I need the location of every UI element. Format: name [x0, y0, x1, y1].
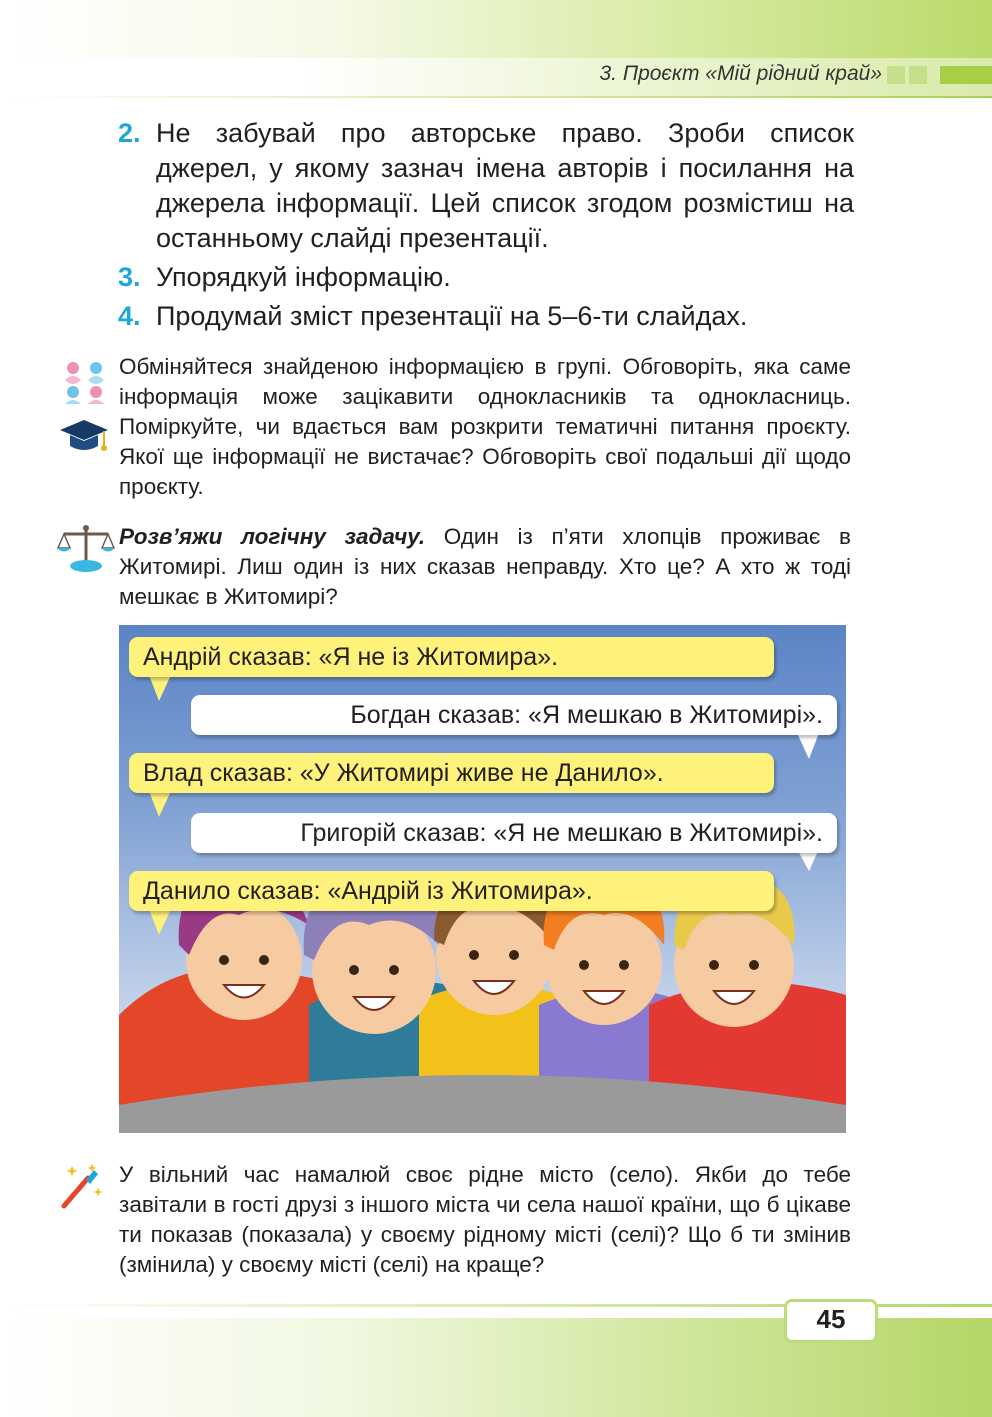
step-text: Продумай зміст презентації на 5–6-ти слайдах. [156, 301, 748, 331]
speech-bubble-bohdan: Богдан сказав: «Я мешкаю в Житомирі». [191, 695, 837, 735]
running-head: 3. Проєкт «Мій рідний край» [599, 62, 882, 85]
bubble-tail [149, 675, 171, 701]
step-number: 2. [118, 118, 141, 148]
page-number: 45 [816, 1304, 846, 1334]
speech-bubble-danylo: Данило сказав: «Андрій із Житомира». [129, 871, 774, 911]
step-item [118, 260, 854, 295]
step-number: 3. [118, 262, 141, 292]
group-task-paragraph: Обміняйтеся знайденою інформацією в групі. Обговоріть, яка саме інформація може зацікавити однокласників та однокласниць. Поміркуйте, чи вдається вам розкрити тематичні питання проєкту. Якої ще інформації не вистачає? Обговоріть свої подальші дії щодо проєкту. [119, 354, 851, 499]
logic-task-paragraph [119, 522, 851, 612]
header-squares-decor [887, 66, 927, 84]
speech-bubble-hryhoriy: Григорій сказав: «Я не мешкаю в Житомирі». [191, 813, 837, 853]
logic-task-text: Один із п’яти хлопців проживає в Житомирі. Лиш один із них сказав неправду. Хто це? А хто ж тоді мешкає в Житомирі? [119, 524, 851, 609]
drawing-task-paragraph: У вільний час намалюй своє рідне місто (село). Якби до тебе завітали в гості друзі з іншого міста чи села нашої країни, що б цікаве ти показав (показала) у своєму рідному місті (селі)? Що б ти змінив (змінила) у своєму місті (селі) на краще? [119, 1162, 851, 1277]
header-bar-decor [940, 66, 992, 84]
paintbrush-icon [58, 1162, 104, 1210]
bubble-tail [797, 733, 819, 759]
speech-bubble-vlad: Влад сказав: «У Житомирі живе не Данило». [129, 753, 774, 793]
bubble-tail [149, 791, 171, 817]
group-work-icon [62, 358, 108, 408]
step-text: Не забувай про авторське право. Зроби список джерел, у якому зазнач імена авторів і посилання на джерела інформації. Цей список згодом розмістиш на останньому слайді презентації. [156, 118, 854, 253]
top-decor-band [0, 0, 992, 58]
step-number: 4. [118, 301, 141, 331]
steps-list [118, 116, 854, 338]
speech-bubble-andriy: Андрій сказав: «Я не із Житомира». [129, 637, 774, 677]
logic-task-lead: Розв’яжи логічну задачу. [119, 524, 426, 549]
boys-illustration [119, 625, 846, 1133]
step-item [118, 116, 854, 256]
scales-icon [56, 522, 116, 574]
bubble-tail [149, 909, 171, 935]
step-item [118, 299, 854, 334]
graduation-cap-icon [58, 416, 110, 456]
header-rule [0, 96, 992, 98]
step-text: Упорядкуй інформацію. [156, 262, 451, 292]
